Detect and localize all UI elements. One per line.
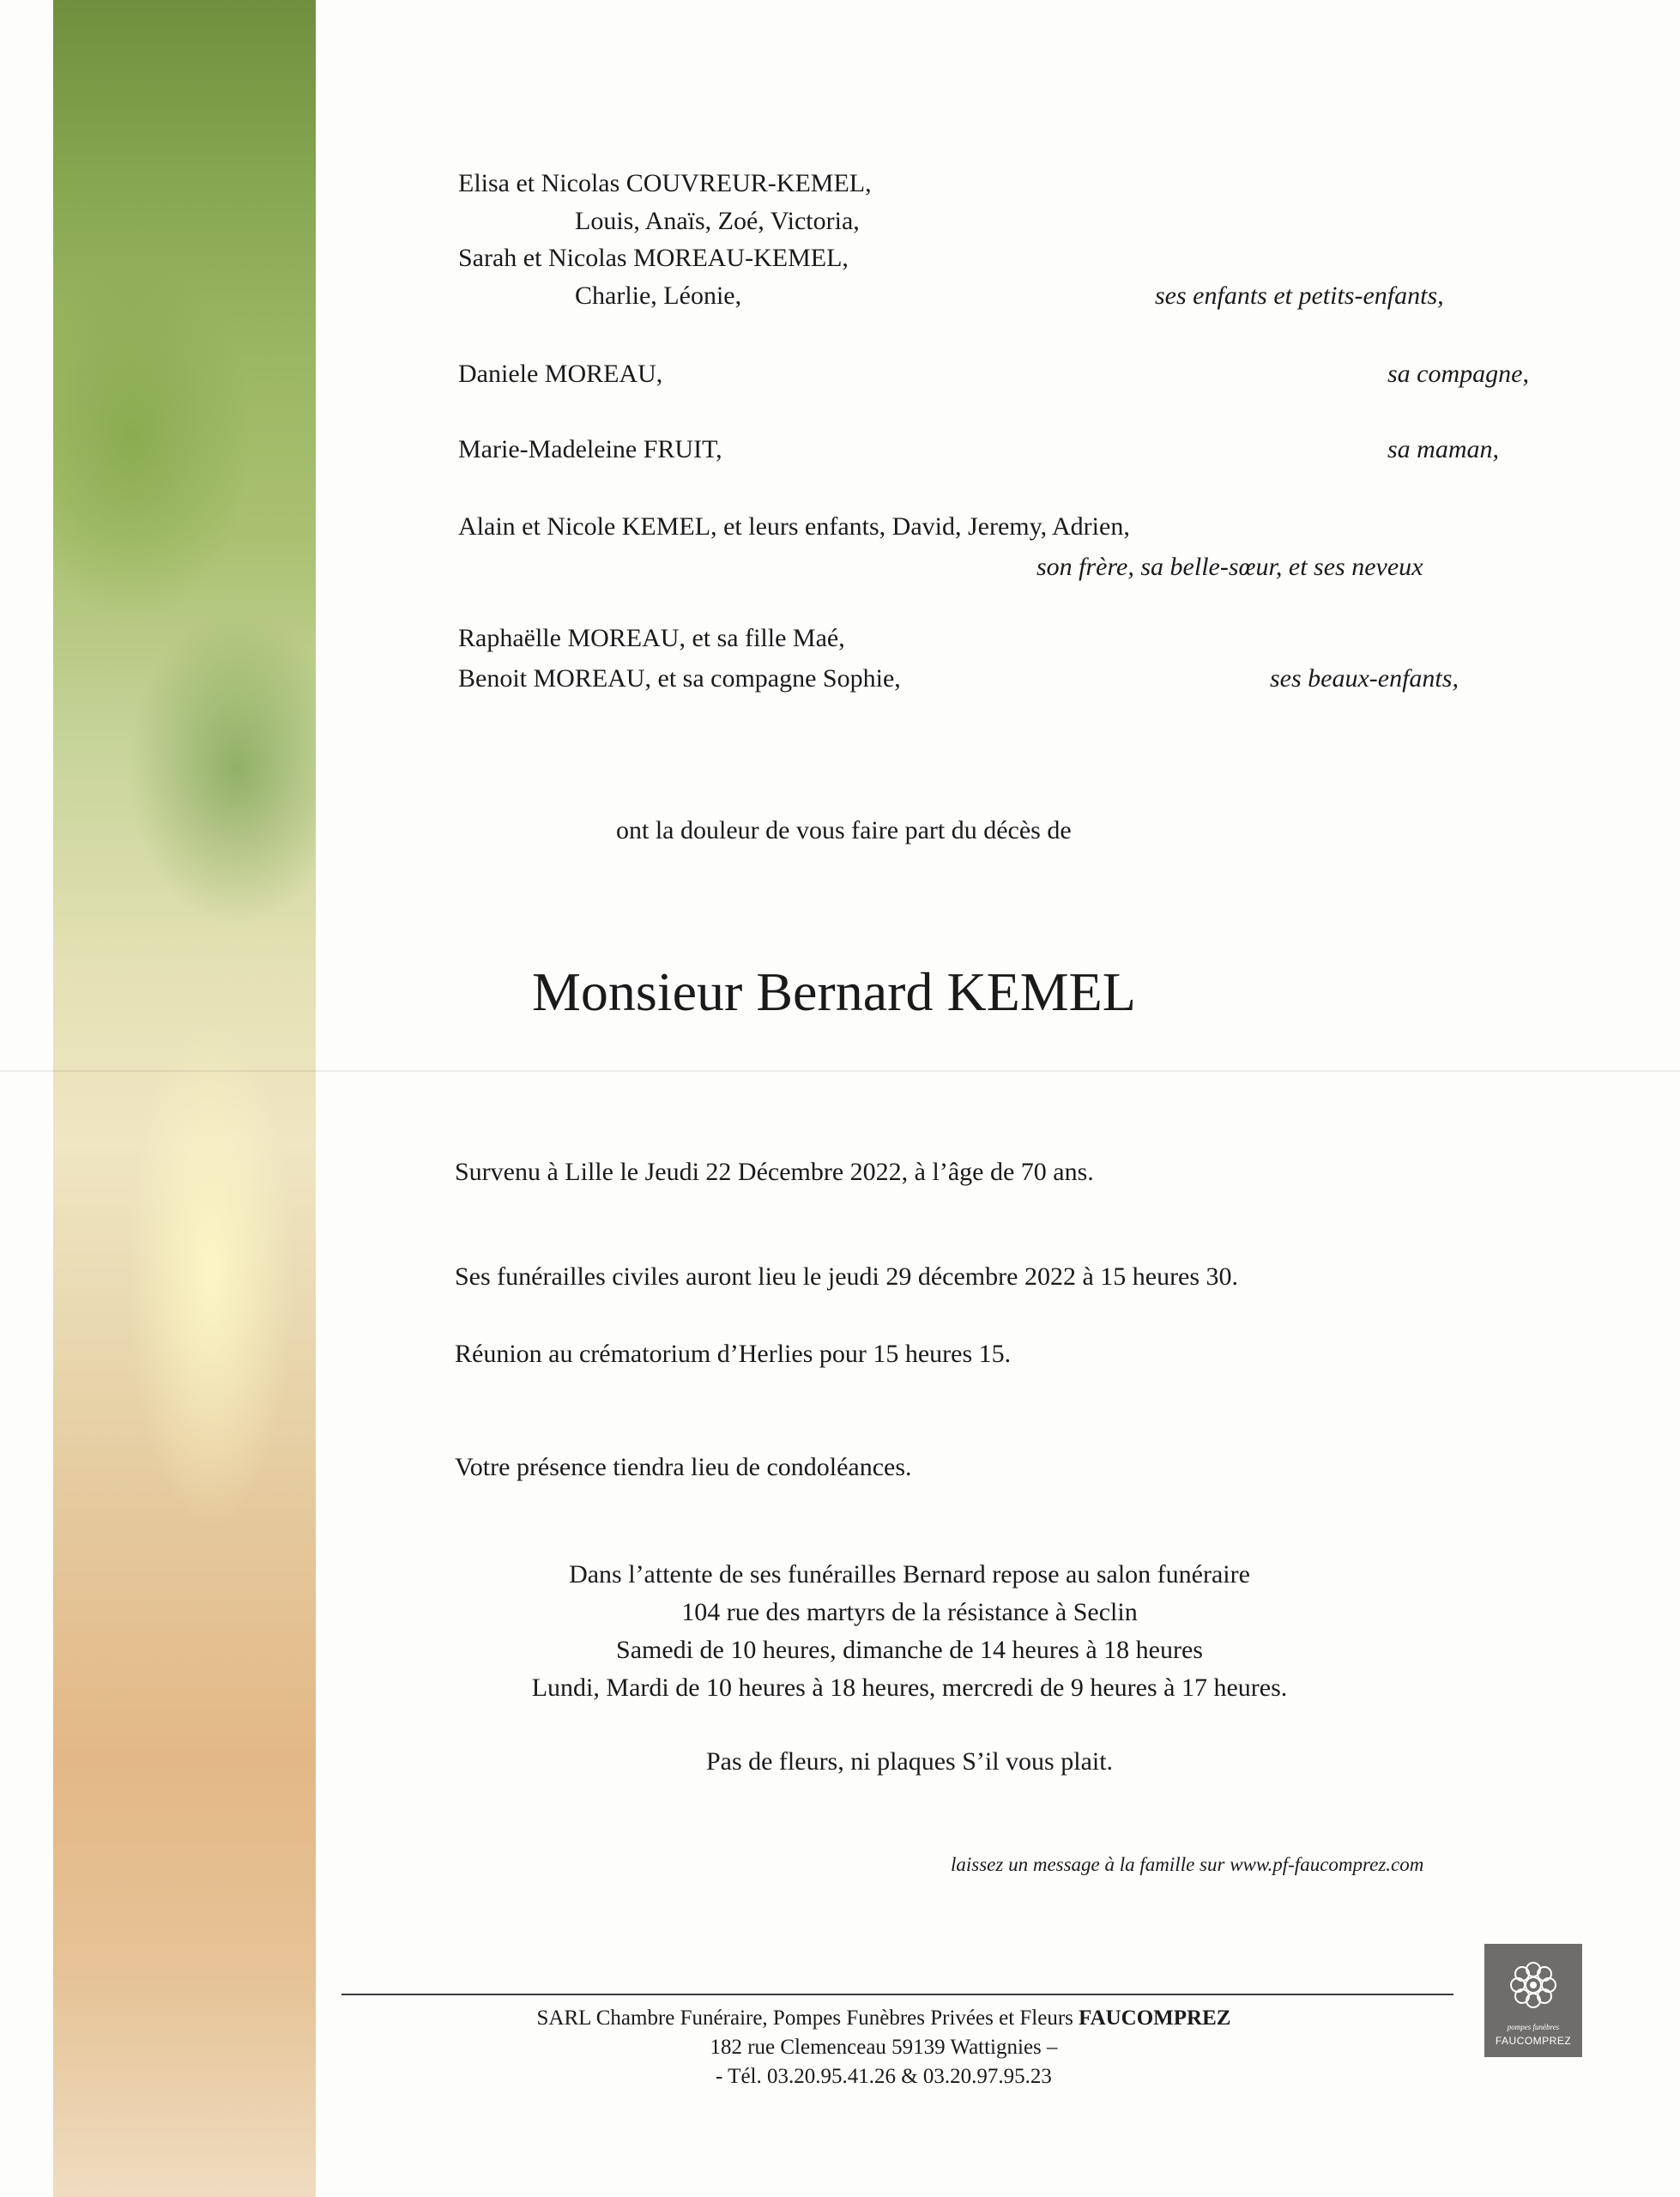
footer-address: 182 rue Clemenceau 59139 Wattignies – — [710, 2036, 1058, 2059]
wake-address: 104 rue des martyrs de la résistance à Seclin — [681, 1598, 1138, 1626]
family-line-7: Alain et Nicole KEMEL, et leurs enfants, David, Jeremy, Adrien, — [458, 512, 1130, 541]
family-line-9: Benoit MOREAU, et sa compagne Sophie, — [458, 664, 901, 693]
flower-emblem-icon — [1504, 1956, 1562, 2014]
deceased-name: Monsieur Bernard KEMEL — [532, 961, 1136, 1022]
footer-rule — [341, 1994, 1453, 1995]
faucomprez-logo — [1484, 1944, 1582, 2057]
death-details: Survenu à Lille le Jeudi 22 Décembre 2022, à l’âge de 70 ans. — [455, 1158, 1094, 1186]
relation-companion: sa compagne, — [1387, 360, 1529, 388]
wake-hours-weekend: Samedi de 10 heures, dimanche de 14 heures à 18 heures — [616, 1636, 1203, 1664]
wake-line-1: Dans l’attente de ses funérailles Bernard repose au salon funéraire — [569, 1560, 1250, 1589]
relation-children: ses enfants et petits-enfants, — [1155, 281, 1444, 310]
family-line-2: Louis, Anaïs, Zoé, Victoria, — [575, 207, 860, 235]
relation-mother: sa maman, — [1387, 435, 1500, 463]
family-line-5: Daniele MOREAU, — [458, 360, 663, 388]
family-line-8: Raphaëlle MOREAU, et sa fille Maé, — [458, 624, 845, 652]
no-flowers-note: Pas de fleurs, ni plaques S’il vous plait. — [705, 1747, 1114, 1776]
footer-brand: FAUCOMPREZ — [1079, 2006, 1231, 2030]
footer-company-prefix: SARL Chambre Funéraire, Pompes Funèbres Privées et Fleurs — [536, 2006, 1079, 2030]
condolences-note: Votre présence tiendra lieu de condoléances. — [455, 1453, 912, 1481]
forest-path-photo — [53, 0, 316, 2197]
wake-hours-weekdays: Lundi, Mardi de 10 heures à 18 heures, mercredi de 9 heures à 17 heures. — [531, 1673, 1288, 1702]
logo-brand: FAUCOMPREZ — [1495, 2035, 1572, 2047]
funeral-details: Ses funérailles civiles auront lieu le jeudi 29 décembre 2022 à 15 heures 30. — [455, 1262, 1239, 1291]
message-website-note: laissez un message à la famille sur www.pf-faucomprez.com — [951, 1854, 1424, 1875]
footer-phone: - Tél. 03.20.95.41.26 & 03.20.97.95.23 — [716, 2065, 1052, 2088]
family-line-3: Sarah et Nicolas MOREAU-KEMEL, — [458, 244, 849, 272]
relation-stepchildren: ses beaux-enfants, — [1270, 664, 1459, 693]
crematorium-details: Réunion au crématorium d’Herlies pour 15 heures 15. — [455, 1340, 1012, 1368]
announcement-text: ont la douleur de vous faire part du décès de — [616, 816, 1072, 844]
family-line-1: Elisa et Nicolas COUVREUR-KEMEL, — [458, 169, 872, 197]
footer-company — [369, 2004, 1399, 2033]
relation-brother: son frère, sa belle-sœur, et ses neveux — [1036, 553, 1423, 581]
paper-fold-line — [0, 1070, 1680, 1072]
family-line-6: Marie-Madeleine FRUIT, — [458, 435, 722, 463]
logo-tagline: pompes funèbres — [1507, 2023, 1560, 2031]
family-line-4: Charlie, Léonie, — [575, 281, 742, 310]
